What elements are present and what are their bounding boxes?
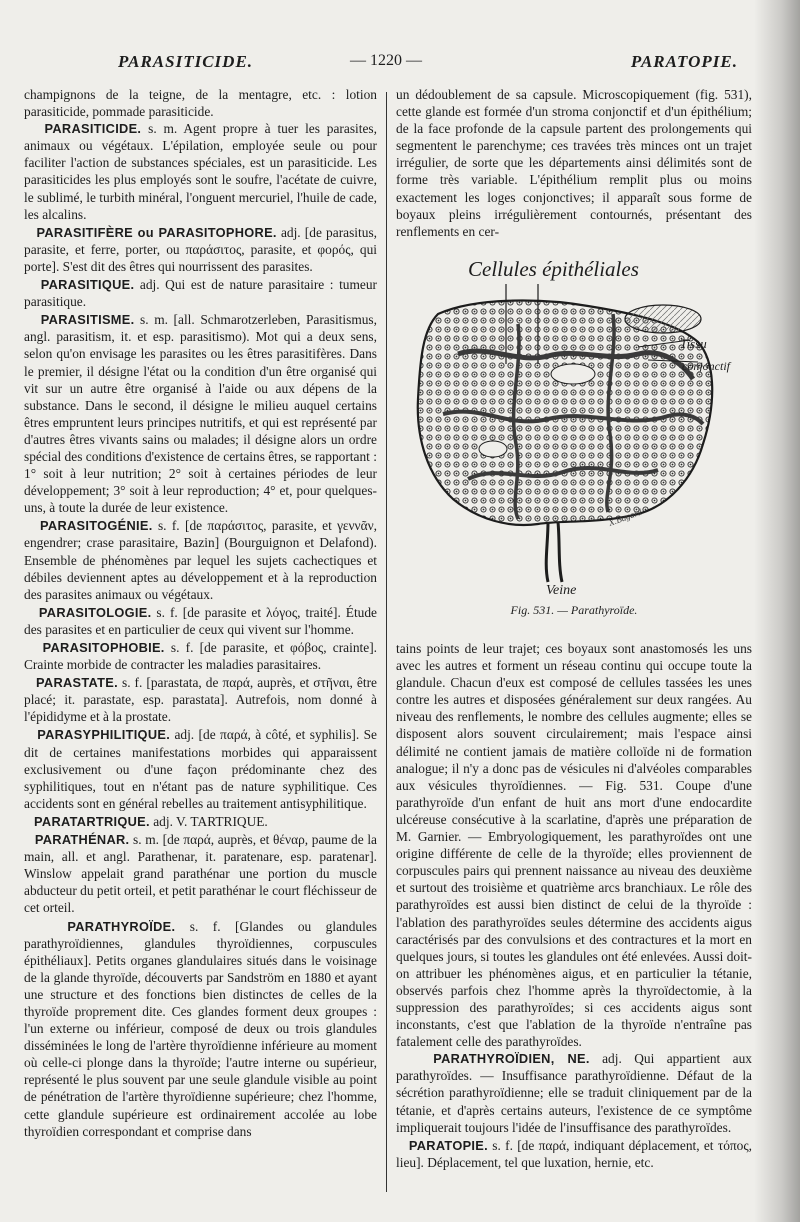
- right-column-top: [396, 86, 752, 238]
- figure-label-vein: Veine: [546, 583, 577, 598]
- figure-531: [398, 244, 750, 624]
- dictionary-entry: [24, 639, 377, 673]
- connective-tissue-region: [625, 305, 701, 333]
- dictionary-entry: [24, 674, 377, 725]
- entry-headword: PARASTATE.: [36, 675, 118, 691]
- entry-headword: PARATOPIE.: [408, 1137, 488, 1153]
- header-left-term: PARASITICIDE.: [118, 52, 254, 71]
- entry-headword: PARATARTRIQUE.: [34, 813, 150, 829]
- entry-definition: s. f. [Glandes ou glandules parathyroïdiennes, glandules thyroïdiennes, corpuscules épithéliaux]. Petits organes glandulaires situés dans le voisinage de la glande thyroïde, découverts par Sandström en 1880 et ayant une structure et des fonctions bien distinctes de celles de la thyroïde proprement dite. Ces glandes forment deux groupes : l'un externe ou inférieur, composé de deux ou trois glandules disséminées le long de l'artère thyroïdienne inférieure au moment où celle-ci plonge dans la thyroïde; l'autre interne ou supérieur, représenté le plus souvent par une seule glandule visible au point de pénétration de l'artère thyroïdienne supérieure; chez l'homme, cette glandule supérieure est ordinairement accolée au lobe thyroïdien correspondant et comprise dans: [24, 918, 377, 1139]
- intro-paragraph: champignons de la teigne, de la mentagre, etc. : lotion parasiticide, pommade parasiticide.: [24, 87, 377, 120]
- dictionary-entry: [24, 726, 377, 811]
- entry-definition: s. m. [all. Schmarotzerleben, Parasitismus, angl. parasitism, it. et esp. parasitismo). Mot qui a deux sens, selon qu'on envisage les parasites ou les êtres parasitifères. Dans le premier, il désigne l'état ou la condition d'un être organisé qui vit sur un autre être organisé à l'aide ou aux dépens de la substance. Dans le second, il désigne le milieu auquel certains êtres empruntent leurs principes nutritifs, et qui est représenté par d'autres êtres vivants sains ou malades; il désigne alors un ordre spécial des conditions d'existence de certains êtres, se rapportant : 1° soit à leur nutrition; 2° soit à certaines périodes de leur développement; 3° soit à leur reproduction; 4° et, pour quelques-uns, à toute la durée de leur existence.: [24, 312, 377, 516]
- parathyroid-description-continued: tains points de leur trajet; ces boyaux sont anastomosés les uns avec les autres et forment un réseau continu qui occupe toute la glandule. Chacun d'eux est composé de cellules tassées les unes contre les autres et disposées généralement sur deux rangées. Au niveau des renflements, le nombre des cellules augmente; elles se disposent alors souvent circulairement; mais l'espace ainsi délimité ne contient jamais de matière colloïde ni de formation analogue; il n'y a donc pas de vésicules ni d'alvéoles comparables aux vésicules thyroïdiennes. — Fig. 531. Coupe d'une parathyroïde d'un enfant de huit ans mort d'une endocardite ulcéreuse consécutive à la scarlatine, d'après une préparation de M. Garnier. — Embryologiquement, les parathyroïdes ont une origine différente de celle de la thyroïde; elles proviennent de corpuscules pairs qui prennent naissance au niveau des deuxième et surtout des troisième et quatrième arcs branchiaux. Le rôle des parathyroïdes est aussi bien distinct de celui de la thyroïde : l'ablation des parathyroïdes seules détermine des accidents aigus caractérisés par des convulsions et des contractures et la mort en quelques jours, si toutes les glandules ont été enlevées. Aussi doit-on attribuer les phénomènes aigus, et en particulier la tétanie, observés parfois chez l'homme après la thyroïdectomie, à la suppression des parathyroïdes; si ces accidents aigus sont inconstants, c'est que l'ablation de la thyroïde n'entraîne pas fatalement celle des parathyroïdes.: [396, 641, 752, 1050]
- entry-definition: s. m. Agent propre à tuer les parasites, animaux ou végétaux. L'épilation, employée seule ou pour faciliter l'action de substances spéciales, est un parasiticide. Les parasiticides les plus employés sont le soufre, l'acétate de cuivre, le sublimé, le turbith minéral, l'onguent mercuriel, l'huile de cade, les alcalins.: [24, 121, 377, 222]
- dictionary-entry: [24, 918, 377, 1140]
- entry-definition: s. f. [de parasite, et φόβος, crainte]. Crainte morbide de contracter les maladies parasitaires.: [24, 640, 377, 673]
- figure-label-epithelial-cells: Cellules épithéliales: [468, 257, 639, 281]
- entry-headword: PARASITICIDE.: [44, 121, 142, 137]
- entry-definition: adj. [de parasitus, parasite, et ferre, porter, ou παράσιτος, parasite, et φορός, qui porte]. S'est dit des êtres qui nourrissent des parasites.: [24, 224, 377, 274]
- entry-headword: PARATHÉNAR.: [34, 832, 130, 848]
- entry-definition: adj. V. TARTRIQUE.: [153, 813, 268, 829]
- left-column: [24, 86, 377, 1198]
- header-right-term: PARATOPIE.: [630, 52, 738, 71]
- engraver-signature: X.Bagard: [607, 506, 644, 528]
- dictionary-entry: [396, 1137, 752, 1171]
- page-edge-shadow: [754, 0, 800, 1222]
- entry-definition: s. m. [de παρά, auprès, et θέναρ, paume de la main, all. et angl. Parathenar, it. paratenare, esp. paratenar]. Winslow appelait grand parathénar une portion du muscle abducteur du petit orteil, et petit parathénar le court fléchisseur de cet orteil.: [24, 832, 377, 916]
- vessel-lumen: [479, 441, 507, 457]
- entry-headword: PARASITOGÉNIE.: [40, 518, 153, 534]
- figure-label-tissue: Tissu: [680, 336, 707, 351]
- entry-headword: PARASITOPHOBIE.: [42, 640, 165, 655]
- figure-label-conjunctive: conjonctif: [682, 359, 730, 373]
- dictionary-entry: [24, 224, 377, 275]
- vein-trunk: [558, 522, 562, 582]
- figure-caption: Fig. 531. — Parathyroïde.: [510, 603, 638, 617]
- dictionary-entry: [24, 276, 377, 310]
- entry-definition: s. f. [de parasite et λόγος, traité]. Étude des parasites et en particulier de ceux qui vivent sur l'homme.: [24, 604, 377, 637]
- entry-definition: s. f. [de παράσιτος, parasite, et γεννᾶν, engendrer; crase parasitaire, Bazin] (Bourguignon et Delafond). Ensemble de phénomènes par lequel les sujets cachectiques et débiles deviennent aptes au développement et à la reproduction des parasites animaux ou végétaux.: [24, 518, 377, 602]
- dictionary-entry: [24, 604, 377, 638]
- column-divider: [386, 92, 387, 1192]
- dictionary-entry: [24, 831, 377, 916]
- vein-trunk: [546, 522, 548, 582]
- dictionary-entry: [24, 813, 377, 830]
- entry-headword: PARATHYROÏDIEN, NE.: [433, 1051, 590, 1067]
- running-header: [118, 52, 738, 78]
- parathyroid-illustration: [398, 244, 750, 604]
- page-number: — 1220 —: [350, 52, 422, 69]
- entry-headword: PARATHYROÏDE.: [67, 918, 176, 934]
- entry-headword: PARASITISME.: [40, 312, 135, 328]
- entry-definition: s. f. [parastata, de παρά, auprès, et στῆναι, être placé; it. parastate, esp. parastata]. Autrefois, nom donné à l'épididyme et à la prostate.: [24, 675, 377, 725]
- entry-headword: PARASITIFÈRE ou PARASITOPHORE.: [36, 224, 277, 240]
- entry-headword: PARASYPHILITIQUE.: [37, 727, 171, 743]
- dictionary-entry: [24, 120, 377, 223]
- entry-headword: PARASITIQUE.: [40, 277, 135, 293]
- dictionary-entry: [24, 311, 377, 516]
- entry-definition: adj. Qui appartient aux parathyroïdes. — Insuffisance parathyroïdienne. Défaut de la sécrétion parathyroïdienne; elle se traduit cliniquement par de la tétanie, et d'après certains auteurs, l'existence de ce symptôme impliquerait toujours l'idée de l'insuffisance des parathyroïdes.: [396, 1051, 752, 1135]
- entry-definition: adj. Qui est de nature parasitaire : tumeur parasitique.: [24, 277, 377, 310]
- entry-definition: adj. [de παρά, à côté, et syphilis]. Se dit de certaines manifestations morbides qui apparaissent exclusivement ou d'une façon prédominante chez des syphilitiques, tout en n'étant pas de nature syphilitique. Ces accidents sont en général rebelles au traitement antisyphilitique.: [24, 727, 377, 811]
- right-column-bottom: [396, 640, 752, 1180]
- entry-headword: PARASITOLOGIE.: [38, 604, 152, 620]
- dictionary-entry: [24, 517, 377, 602]
- parathyroid-continued-text: un dédoublement de sa capsule. Microscopiquement (fig. 531), cette glande est formée d'un stroma conjonctif et d'un épithélium; de la face profonde de la capsule partent des prolongements qui segmentent le parenchyme; ces travées très minces ont un trajet irrégulier, de sorte que les départements ainsi délimités sont de forme très variable. L'épithélium remplit plus ou moins exactement les loges conjonctives; il apparaît sous forme de boyaux pleins irrégulièrement contournés, présentant des renflements en cer-: [396, 87, 752, 238]
- entry-definition: s. f. [de παρά, indiquant déplacement, et τόπος, lieu]. Déplacement, tel que luxation, hernie, etc.: [396, 1137, 752, 1170]
- vessel-lumen: [551, 364, 595, 384]
- dictionary-entry: [396, 1050, 752, 1135]
